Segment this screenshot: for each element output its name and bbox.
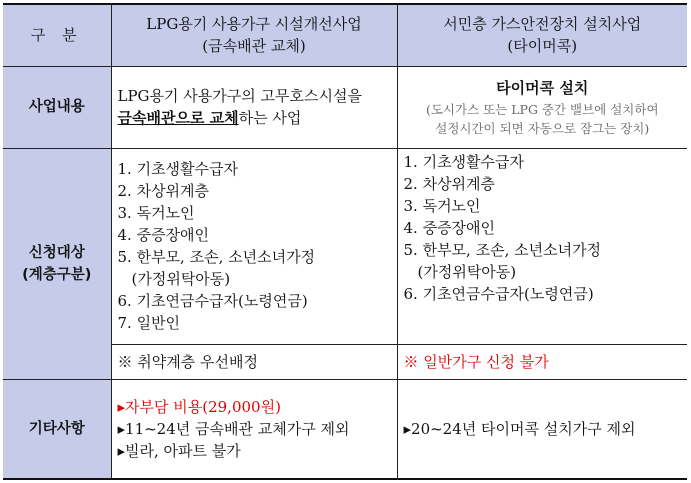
col1-header-cell (111, 4, 397, 66)
other-label-cell (3, 379, 111, 479)
content-col2-note2: 설정시간이 되면 자동으로 잠그는 장치) (435, 121, 650, 136)
target-label-2: (계층구분) (22, 266, 92, 283)
content-row (3, 66, 687, 148)
other-col1-line2: ▸11~24년 금속배관 교체가구 제외 (117, 419, 350, 438)
target-col2-item: 5. 한부모, 조손, 소년소녀가정 (403, 240, 602, 259)
content-col2-note1: (도시가스 또는 LPG 중간 밸브에 설치하여 (425, 102, 659, 117)
category-header-cell (3, 4, 111, 66)
target-col2-note: ※ 일반가구 신청 불가 (403, 352, 549, 371)
col2-header-sub: (타이머콕) (507, 37, 578, 56)
other-col1-line1: ▸자부담 비용(29,000원) (117, 397, 281, 416)
target-col1-item: 3. 독거노인 (117, 204, 195, 222)
content-col1-line2-rest: 하는 사업 (238, 109, 302, 127)
target-col1-item: 1. 기초생활수급자 (117, 160, 239, 178)
col1-header-sub: (금속배관 교체) (202, 37, 306, 56)
target-col1-note-cell (111, 344, 397, 379)
target-col2-note-cell (397, 344, 687, 379)
target-col1-item: 5. 한부모, 조손, 소년소녀가정 (117, 248, 316, 266)
target-col1-note: ※ 취약계층 우선배정 (117, 352, 258, 371)
other-col1-cell (111, 379, 397, 479)
content-col1-cell (111, 66, 397, 148)
header-row (3, 4, 687, 66)
target-col2-item: 3. 독거노인 (403, 196, 481, 215)
target-label-cell (3, 148, 111, 379)
col2-header-cell (397, 4, 687, 66)
content-col1-line2 (118, 107, 397, 129)
target-row (3, 148, 687, 344)
content-col2-title: 타이머콕 설치 (496, 79, 589, 97)
other-label: 기타사항 (28, 420, 85, 437)
target-col2-item: 6. 기초연금수급자(노령연금) (403, 284, 594, 303)
target-col2-item: 4. 중증장애인 (403, 218, 496, 237)
target-label-1: 신청대상 (28, 244, 85, 261)
other-col1-line3: ▸빌라, 아파트 불가 (117, 441, 241, 460)
target-col2-item: 2. 차상위계층 (403, 174, 496, 193)
target-col2-item: (가정위탁아동) (417, 262, 517, 281)
target-col2-item: 1. 기초생활수급자 (403, 152, 525, 171)
content-label-cell (3, 66, 111, 148)
target-col1-item: 6. 기초연금수급자(노령연금) (117, 292, 308, 310)
target-col1-cell (111, 148, 397, 344)
content-col1-emphasis: 금속배관으로 교체 (117, 109, 239, 127)
content-col2-cell (397, 66, 687, 148)
content-col1-line1: LPG용기 사용가구의 고무호스시설을 (117, 87, 362, 105)
info-table (3, 3, 687, 480)
col2-header-title: 서민층 가스안전장치 설치사업 (443, 15, 642, 34)
other-row (3, 379, 687, 479)
other-col2-cell (397, 379, 687, 479)
category-header-label: 구 분 (30, 25, 83, 44)
target-col2-cell (397, 148, 687, 344)
target-col1-item: 4. 중증장애인 (117, 226, 210, 244)
target-col1-item: 7. 일반인 (117, 314, 181, 332)
content-label: 사업내용 (28, 99, 85, 115)
target-col1-item: 2. 차상위계층 (117, 182, 210, 200)
other-col2-line1: ▸20~24년 타이머콕 설치가구 제외 (403, 419, 636, 438)
target-col1-item: (가정위탁아동) (131, 270, 231, 288)
col1-header-title: LPG용기 사용가구 시설개선사업 (146, 15, 362, 34)
